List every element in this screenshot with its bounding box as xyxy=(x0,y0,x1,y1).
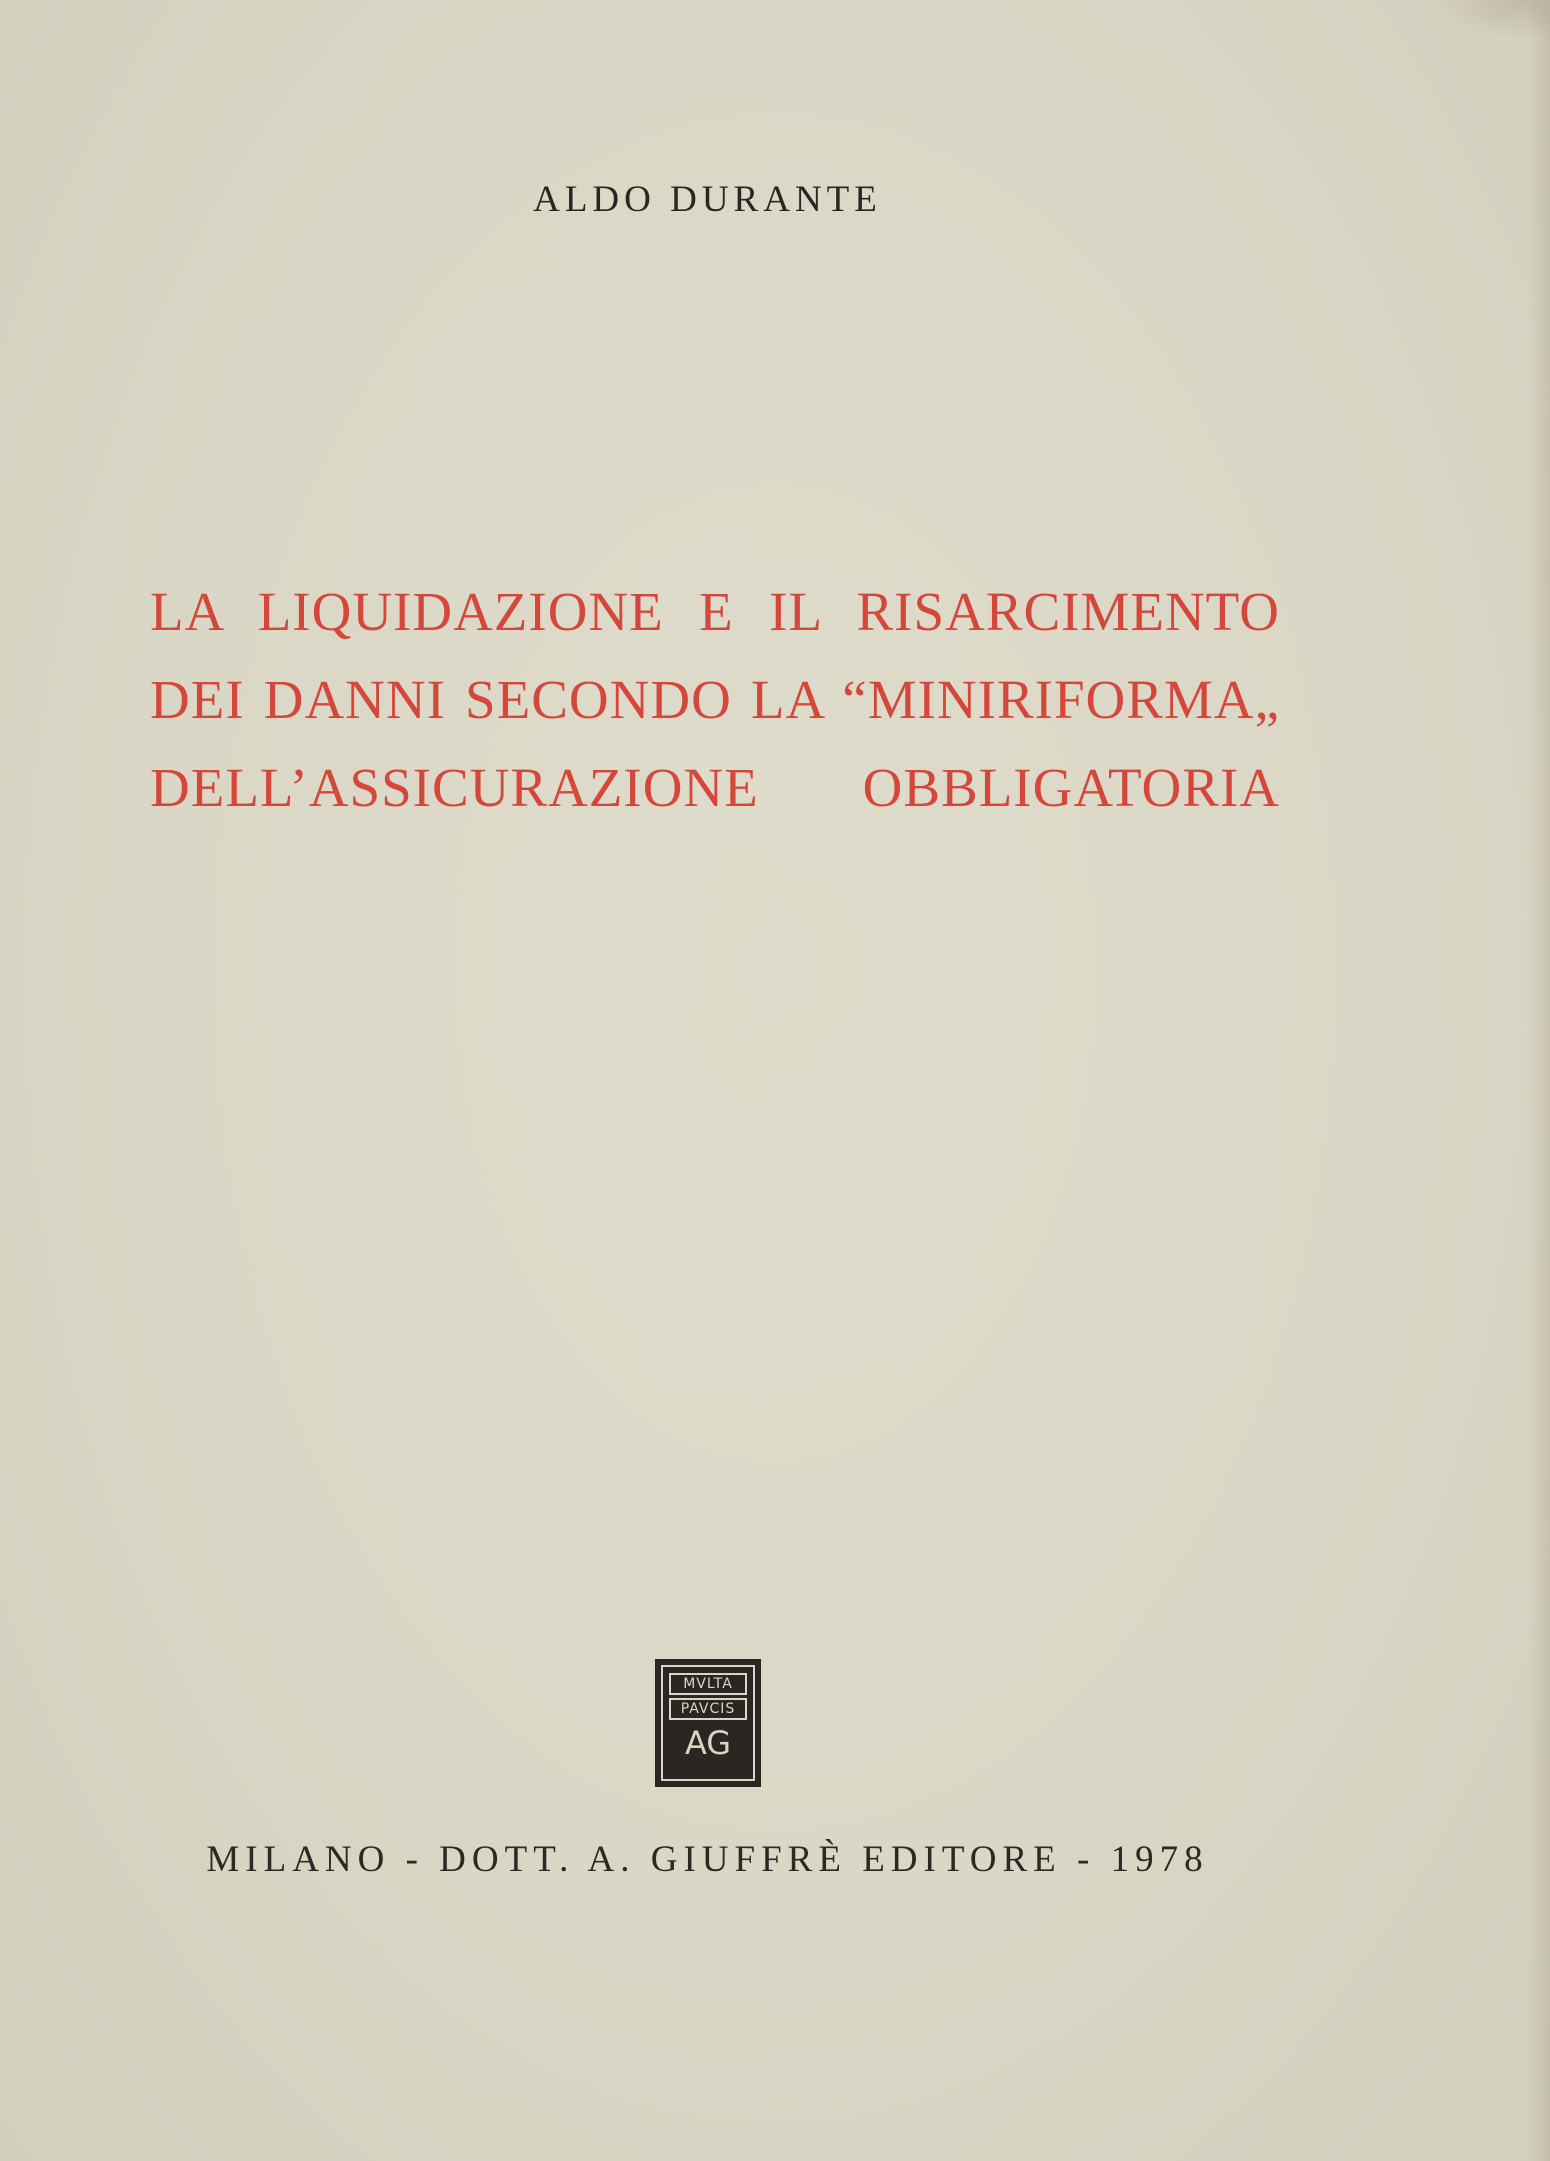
page-corner-stain xyxy=(1430,0,1550,40)
logo-monogram: AG xyxy=(684,1724,732,1762)
book-title xyxy=(150,568,1280,832)
title-line-1: LA LIQUIDAZIONE E IL RISARCIMENTO xyxy=(150,581,1280,642)
title-line-3: DELL’ASSICURAZIONE OBBLIGATORIA xyxy=(150,757,1280,818)
publisher-imprint: MILANO - DOTT. A. GIUFFRÈ EDITORE - 1978 xyxy=(206,1839,1209,1880)
publisher-logo xyxy=(655,1659,761,1787)
author-name: ALDO DURANTE xyxy=(533,179,882,220)
publisher-logo-frame xyxy=(661,1665,755,1781)
page-edge-shadow xyxy=(1528,0,1550,2161)
logo-motto-line-1: MVLTA xyxy=(669,1673,747,1695)
title-line-2: DEI DANNI SECONDO LA “MINIRIFORMA„ xyxy=(150,669,1280,730)
logo-motto-line-2: PAVCIS xyxy=(669,1698,747,1720)
